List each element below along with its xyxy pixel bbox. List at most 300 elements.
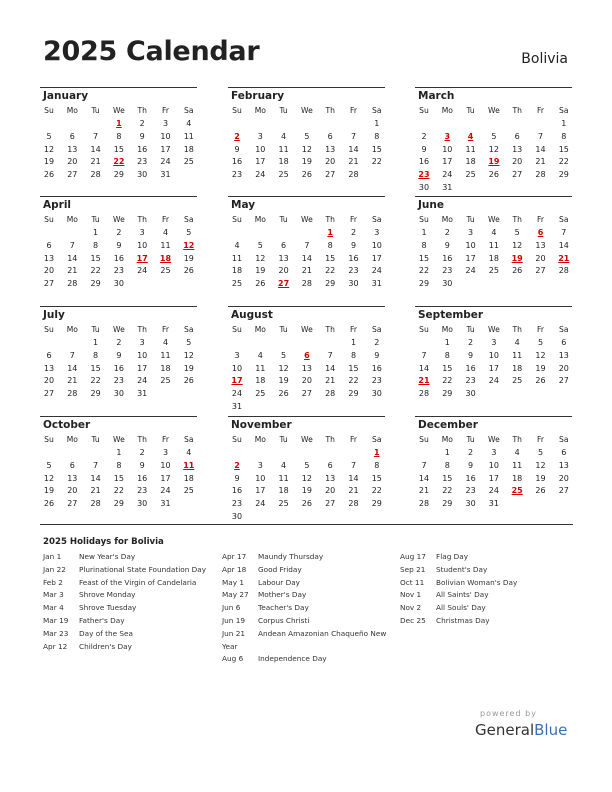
day: 10 xyxy=(255,473,266,483)
month-name: July xyxy=(43,309,65,321)
day: 23 xyxy=(113,376,124,386)
day: 1 xyxy=(116,448,122,457)
day: 29 xyxy=(558,170,569,180)
day: 26 xyxy=(43,170,55,180)
day: 13 xyxy=(301,363,312,373)
day: 19 xyxy=(278,376,289,386)
holiday-day: 17 xyxy=(231,376,243,386)
day: 2 xyxy=(116,338,122,347)
day: 3 xyxy=(234,350,240,360)
holiday-day: 11 xyxy=(183,460,195,470)
day: 11 xyxy=(160,350,171,360)
day: 22 xyxy=(418,266,430,276)
day: 24 xyxy=(371,266,382,276)
day: 17 xyxy=(137,363,148,373)
day: 20 xyxy=(43,266,55,276)
weekday-header: Tu xyxy=(279,435,288,444)
weekday-header: We xyxy=(113,106,125,115)
holiday-name: All Saints' Day xyxy=(436,590,489,600)
day: 16 xyxy=(442,253,453,263)
weekday-header: Fr xyxy=(162,435,169,444)
day: 11 xyxy=(512,460,523,470)
day: 23 xyxy=(231,170,243,180)
day: 8 xyxy=(444,350,450,360)
month-divider xyxy=(415,196,572,197)
month-october xyxy=(40,416,197,524)
month-divider xyxy=(228,87,385,88)
day: 12 xyxy=(278,363,289,373)
day: 26 xyxy=(512,266,523,276)
day: 17 xyxy=(488,363,499,373)
day: 12 xyxy=(301,473,312,483)
holiday-name: Andean Amazonian Chaqueño New xyxy=(258,628,387,638)
holiday-day: 6 xyxy=(537,228,544,237)
day: 31 xyxy=(371,279,382,289)
month-name: May xyxy=(231,199,256,211)
day: 5 xyxy=(46,131,52,141)
month-june xyxy=(415,196,572,304)
day: 22 xyxy=(371,486,382,496)
brand-blue: Blue xyxy=(534,721,568,739)
day: 1 xyxy=(93,338,99,347)
day: 15 xyxy=(371,473,382,483)
weekday-header: Su xyxy=(419,435,429,444)
weekday-header: Sa xyxy=(184,215,194,224)
month-divider xyxy=(40,416,197,417)
day: 19 xyxy=(255,266,266,276)
holiday-name: Bolivian Woman's Day xyxy=(436,577,518,587)
day: 29 xyxy=(442,389,453,399)
day: 17 xyxy=(160,144,171,154)
day: 11 xyxy=(183,131,194,141)
day: 30 xyxy=(137,499,148,509)
weekday-header: Tu xyxy=(279,106,288,115)
day: 17 xyxy=(465,253,476,263)
day: 8 xyxy=(374,460,380,470)
day: 5 xyxy=(537,338,544,347)
month-december xyxy=(415,416,572,524)
month-name: June xyxy=(418,199,444,211)
day: 28 xyxy=(348,170,359,180)
day: 15 xyxy=(113,473,124,483)
day: 7 xyxy=(421,460,427,470)
day: 26 xyxy=(183,266,194,276)
day: 9 xyxy=(468,350,474,360)
day: 12 xyxy=(43,144,55,154)
holiday-date: Nov 1 xyxy=(400,590,422,600)
weekday-header: We xyxy=(113,325,125,334)
day: 6 xyxy=(46,350,52,360)
weekday-header: Tu xyxy=(466,325,475,334)
weekday-header: Th xyxy=(325,106,335,115)
weekday-header: Su xyxy=(232,106,242,115)
day: 28 xyxy=(67,279,78,289)
holiday-date: Nov 2 xyxy=(400,603,422,613)
day: 3 xyxy=(491,338,497,347)
day: 26 xyxy=(278,389,289,399)
day: 12 xyxy=(488,144,499,154)
holiday-day: 3 xyxy=(444,131,451,141)
day: 15 xyxy=(90,253,101,263)
day: 29 xyxy=(442,499,453,509)
day: 3 xyxy=(257,131,263,141)
weekday-header: Su xyxy=(44,215,54,224)
day: 24 xyxy=(255,170,266,180)
holiday-name: Christmas Day xyxy=(436,615,490,625)
day: 12 xyxy=(183,350,194,360)
day: 28 xyxy=(90,170,101,180)
weekday-header: We xyxy=(113,215,125,224)
day: 20 xyxy=(43,376,55,386)
day: 15 xyxy=(442,363,453,373)
day: 9 xyxy=(444,240,450,250)
day: 19 xyxy=(535,363,546,373)
day: 10 xyxy=(255,144,266,154)
weekday-header: Fr xyxy=(350,215,357,224)
day: 30 xyxy=(113,279,124,289)
day: 24 xyxy=(465,266,476,276)
day: 3 xyxy=(257,460,263,470)
holiday-date: Mar 3 xyxy=(43,590,64,600)
holiday-name: Good Friday xyxy=(258,564,302,574)
day: 5 xyxy=(514,228,520,237)
day: 6 xyxy=(281,240,287,250)
weekday-header: Tu xyxy=(466,435,475,444)
holiday-day: 1 xyxy=(327,228,333,237)
day: 4 xyxy=(514,338,520,347)
day: 2 xyxy=(421,131,427,141)
day: 4 xyxy=(257,350,263,360)
day: 21 xyxy=(348,486,359,496)
day: 11 xyxy=(488,240,499,250)
day: 13 xyxy=(67,473,78,483)
day: 3 xyxy=(162,119,169,128)
day: 7 xyxy=(327,350,333,360)
day: 7 xyxy=(350,460,357,470)
day: 10 xyxy=(160,460,171,470)
day: 23 xyxy=(465,376,476,386)
month-name: September xyxy=(418,309,484,321)
day: 29 xyxy=(113,499,124,509)
holiday-date: Aug 6 xyxy=(222,654,244,664)
day: 9 xyxy=(116,240,122,250)
month-divider xyxy=(40,196,197,197)
weekday-header: Su xyxy=(419,325,429,334)
day: 14 xyxy=(418,363,430,373)
day: 19 xyxy=(43,157,55,167)
holiday-name: Feast of the Virgin of Candelaria xyxy=(79,577,197,587)
day: 13 xyxy=(558,460,569,470)
month-divider xyxy=(228,306,385,307)
weekday-header: Mo xyxy=(66,435,78,444)
day: 19 xyxy=(43,486,55,496)
weekday-header: Fr xyxy=(350,325,357,334)
day: 21 xyxy=(67,376,78,386)
day: 14 xyxy=(325,363,336,373)
brand-logo[interactable] xyxy=(475,721,567,739)
holiday-name: Children's Day xyxy=(79,641,132,651)
day: 27 xyxy=(558,486,569,496)
day: 24 xyxy=(488,486,499,496)
day: 24 xyxy=(488,376,499,386)
day: 14 xyxy=(301,253,312,263)
day: 26 xyxy=(255,279,266,289)
weekday-header: We xyxy=(488,435,500,444)
day: 27 xyxy=(512,170,523,180)
day: 1 xyxy=(444,448,450,457)
day: 16 xyxy=(137,144,148,154)
day: 20 xyxy=(325,157,336,167)
day: 2 xyxy=(116,228,122,237)
holiday-day: 2 xyxy=(234,460,240,470)
weekday-header: Th xyxy=(137,435,147,444)
day: 12 xyxy=(43,473,55,483)
holiday-day: 18 xyxy=(159,253,172,263)
month-name: December xyxy=(418,419,478,431)
day: 10 xyxy=(371,240,382,250)
day: 1 xyxy=(561,119,567,128)
day: 23 xyxy=(465,486,476,496)
day: 14 xyxy=(535,144,546,154)
holiday-date: Feb 2 xyxy=(43,577,63,587)
month-may xyxy=(228,196,385,304)
day: 21 xyxy=(90,486,101,496)
day: 14 xyxy=(67,253,78,263)
day: 18 xyxy=(465,157,476,167)
weekday-header: We xyxy=(301,106,313,115)
day: 7 xyxy=(537,131,544,141)
day: 14 xyxy=(348,473,359,483)
day: 18 xyxy=(278,157,289,167)
day: 31 xyxy=(231,402,243,411)
day: 14 xyxy=(90,144,101,154)
day: 25 xyxy=(160,376,171,386)
holiday-date: Aug 17 xyxy=(400,552,426,561)
day: 2 xyxy=(139,119,145,128)
day: 5 xyxy=(537,448,544,457)
day: 20 xyxy=(67,486,78,496)
holiday-name: Maundy Thursday xyxy=(258,552,324,561)
holiday-day: 6 xyxy=(304,350,310,360)
month-divider xyxy=(415,306,572,307)
day: 24 xyxy=(255,499,266,509)
day: 24 xyxy=(137,376,148,386)
day: 10 xyxy=(160,131,171,141)
weekday-header: Th xyxy=(512,106,522,115)
holiday-date: May 1 xyxy=(222,577,245,587)
holiday-date: Jan 22 xyxy=(43,564,66,574)
weekday-header: Fr xyxy=(162,106,169,115)
day: 6 xyxy=(327,131,333,141)
day: 6 xyxy=(69,460,75,470)
day: 6 xyxy=(327,460,333,470)
day: 16 xyxy=(465,363,476,373)
day: 10 xyxy=(442,144,453,154)
day: 14 xyxy=(348,144,359,154)
weekday-header: Tu xyxy=(91,215,100,224)
holiday-name: Corpus Christi xyxy=(258,615,310,625)
day: 28 xyxy=(418,499,430,509)
holiday-day: 27 xyxy=(278,279,290,289)
month-november xyxy=(228,416,385,524)
holiday-date: Sep 21 xyxy=(400,564,426,574)
day: 8 xyxy=(93,240,99,250)
day: 31 xyxy=(160,170,171,180)
brand-general: General xyxy=(475,721,535,739)
day: 25 xyxy=(183,157,194,167)
month-july xyxy=(40,306,197,414)
weekday-header: Th xyxy=(325,215,335,224)
holiday-name: Mother's Day xyxy=(258,590,307,600)
day: 18 xyxy=(512,363,523,373)
day: 3 xyxy=(162,448,169,457)
month-name: August xyxy=(231,309,273,321)
day: 7 xyxy=(350,131,357,141)
holiday-day: 17 xyxy=(136,253,148,263)
day: 5 xyxy=(304,131,310,141)
day: 8 xyxy=(421,240,427,250)
day: 13 xyxy=(325,144,336,154)
month-march xyxy=(415,87,572,195)
day: 22 xyxy=(90,266,101,276)
day: 25 xyxy=(255,389,266,399)
weekday-header: Tu xyxy=(91,325,100,334)
month-september xyxy=(415,306,572,414)
day: 11 xyxy=(278,473,289,483)
day: 25 xyxy=(512,376,523,386)
weekday-header: Fr xyxy=(537,215,544,224)
powered-by-label: powered by xyxy=(480,709,537,718)
day: 16 xyxy=(231,157,243,167)
month-divider xyxy=(228,196,385,197)
day: 17 xyxy=(255,157,266,167)
day: 27 xyxy=(325,170,336,180)
weekday-header: Mo xyxy=(441,435,453,444)
day: 15 xyxy=(90,363,101,373)
weekday-header: Sa xyxy=(559,435,569,444)
day: 19 xyxy=(535,473,546,483)
day: 17 xyxy=(442,157,453,167)
holiday-day: 22 xyxy=(113,157,125,167)
day: 9 xyxy=(116,350,122,360)
day: 13 xyxy=(43,363,55,373)
day: 11 xyxy=(465,144,476,154)
weekday-header: Su xyxy=(44,106,54,115)
weekday-header: Th xyxy=(325,325,335,334)
day: 12 xyxy=(255,253,266,263)
weekday-header: Mo xyxy=(441,106,453,115)
day: 22 xyxy=(558,157,569,167)
page-title: 2025 Calendar xyxy=(43,36,260,67)
day: 5 xyxy=(46,460,52,470)
weekday-header: Th xyxy=(512,215,522,224)
weekday-header: Fr xyxy=(162,325,169,334)
day: 4 xyxy=(186,448,192,457)
day: 4 xyxy=(281,460,287,470)
day: 1 xyxy=(374,119,380,128)
holiday-day: 1 xyxy=(374,448,380,457)
day: 22 xyxy=(442,486,453,496)
day: 8 xyxy=(350,350,357,360)
day: 10 xyxy=(137,350,148,360)
holiday-date: Jun 6 xyxy=(222,603,241,613)
weekday-header: Sa xyxy=(372,106,382,115)
weekday-header: Fr xyxy=(537,325,544,334)
day: 15 xyxy=(442,473,453,483)
day: 30 xyxy=(113,389,124,399)
weekday-header: Sa xyxy=(184,106,194,115)
day: 26 xyxy=(43,499,55,509)
day: 29 xyxy=(113,170,124,180)
weekday-header: We xyxy=(488,215,500,224)
day: 1 xyxy=(444,338,450,347)
holiday-date: Mar 23 xyxy=(43,628,69,638)
month-january xyxy=(40,87,197,195)
day: 23 xyxy=(137,157,148,167)
day: 17 xyxy=(488,473,499,483)
day: 20 xyxy=(558,473,569,483)
day: 5 xyxy=(257,240,263,250)
day: 22 xyxy=(442,376,453,386)
day: 16 xyxy=(465,473,476,483)
day: 29 xyxy=(90,389,101,399)
weekday-header: Su xyxy=(419,215,429,224)
weekday-header: Su xyxy=(419,106,429,115)
day: 8 xyxy=(561,131,567,141)
day: 15 xyxy=(371,144,382,154)
day: 19 xyxy=(301,486,312,496)
day: 14 xyxy=(90,473,101,483)
day: 5 xyxy=(186,338,192,347)
day: 19 xyxy=(183,253,194,263)
day: 29 xyxy=(90,279,101,289)
month-divider xyxy=(40,306,197,307)
day: 5 xyxy=(491,131,497,141)
weekday-header: Sa xyxy=(372,215,382,224)
weekday-header: Th xyxy=(512,435,522,444)
day: 18 xyxy=(278,486,289,496)
day: 18 xyxy=(512,473,523,483)
weekday-header: Fr xyxy=(537,435,544,444)
day: 3 xyxy=(139,228,145,237)
holiday-name: Flag Day xyxy=(436,552,469,561)
day: 12 xyxy=(512,240,523,250)
day: 28 xyxy=(67,389,78,399)
country-label: Bolivia xyxy=(521,51,568,67)
day: 21 xyxy=(418,486,430,496)
day: 20 xyxy=(535,253,546,263)
day: 3 xyxy=(139,338,145,347)
day: 26 xyxy=(535,486,546,496)
day: 13 xyxy=(325,473,336,483)
day: 7 xyxy=(93,131,99,141)
day: 23 xyxy=(442,266,453,276)
weekday-header: Mo xyxy=(441,325,453,334)
holiday-date: Mar 4 xyxy=(43,603,64,613)
weekday-header: Tu xyxy=(466,106,475,115)
day: 2 xyxy=(374,338,380,347)
day: 27 xyxy=(43,279,55,289)
day: 8 xyxy=(116,131,122,141)
day: 23 xyxy=(371,376,382,386)
day: 15 xyxy=(113,144,124,154)
weekday-header: Th xyxy=(137,215,147,224)
day: 22 xyxy=(325,266,336,276)
weekday-header: Su xyxy=(44,435,54,444)
weekday-header: We xyxy=(301,435,313,444)
day: 23 xyxy=(231,499,243,509)
day: 15 xyxy=(418,253,430,263)
